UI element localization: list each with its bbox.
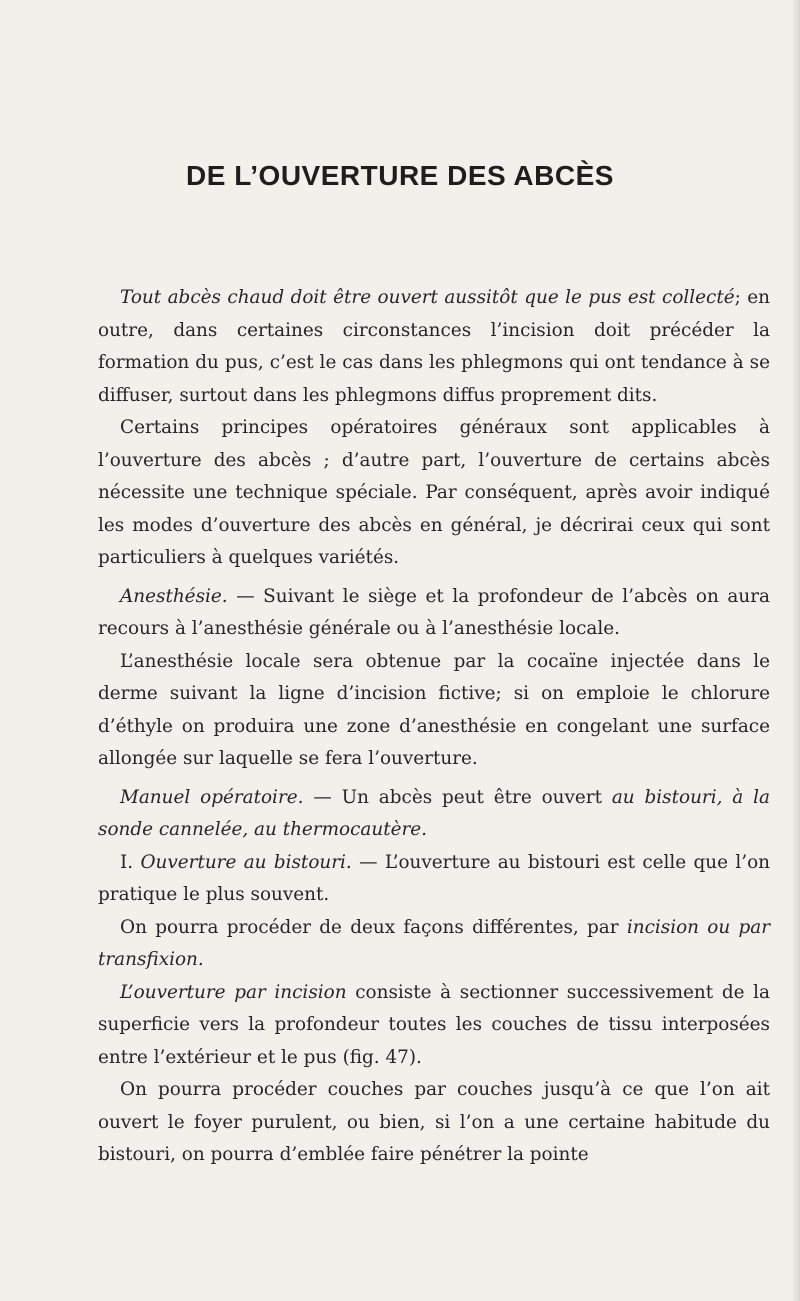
ouverture-heading: Ouverture au bistouri. [140,851,352,873]
lead-italic: Tout abcès chaud doit être ouvert aussitôt que le pus est collecté [120,287,735,308]
paragraph-3-text: — Suivant le siège et la profondeur de l’abcès on aura recours à l’anesthésie générale ou à l’anesthésie locale. [98,585,770,639]
paragraph-3 [98,581,770,646]
paragraph-2: Certains principes opératoires généraux sont applicables à l’ouverture des abcès ; d’autre part, l’ouverture de certains abcès nécessite une technique spéciale. Par conséquent, après avoir indiqué les modes d’ouverture des abcès en général, je décrirai ceux qui sont particuliers à quelques variétés. [98,417,770,568]
paragraph-4: L’anesthésie locale sera obtenue par la cocaïne injectée dans le derme suivant la ligne d’incision fictive; si on emploie le chlorure d’éthyle on produira une zone d’anesthésie en congelant une surface allongée sur laquelle se fera l’ouverture. [98,650,770,769]
paragraph-5 [98,782,770,847]
paragraph-7 [98,912,770,977]
paragraph-1 [98,282,770,412]
section-number: I. [120,851,141,873]
paragraph-7-text: On pourra procéder de deux façons différentes, par [120,916,627,938]
paragraph-8-text: consiste à sectionner successivement de la superficie vers la profondeur toutes les couches de tissu interposées entre l’extérieur et le pus (fig. 47). [98,981,770,1068]
paragraph-5-italic: au bistouri, à la sonde cannelée, au thermocautère. [98,786,770,840]
paragraph-7-italic: incision ou par transfixion. [98,916,770,970]
body-text [98,282,770,1172]
anesthesie-heading: Anesthésie. [120,585,228,607]
paragraph-9: On pourra procéder couches par couches jusqu’à ce que l’on ait ouvert le foyer purulent, ou bien, si l’on a une certaine habitude du bistouri, on pourra d’emblée faire pénétrer la pointe [98,1079,770,1165]
page-edge [791,0,800,1301]
paragraph-8 [98,977,770,1075]
paragraph-6 [98,847,770,912]
paragraph-5-text: — Un abcès peut être ouvert [303,786,612,808]
incision-heading: L’ouverture par incision [120,981,347,1003]
chapter-title: DE L’OUVERTURE DES ABCÈS [186,160,614,191]
manuel-heading: Manuel opératoire. [120,786,304,808]
paragraph-6-text: — L’ouverture au bistouri est celle que l’on pratique le plus souvent. [98,851,770,905]
paragraph-1-text: ; en outre, dans certaines circonstances l’incision doit précéder la formation du pus, c’est le cas dans les phlegmons qui ont tendance à se diffuser, surtout dans les phlegmons diffus proprement dits. [98,287,770,406]
